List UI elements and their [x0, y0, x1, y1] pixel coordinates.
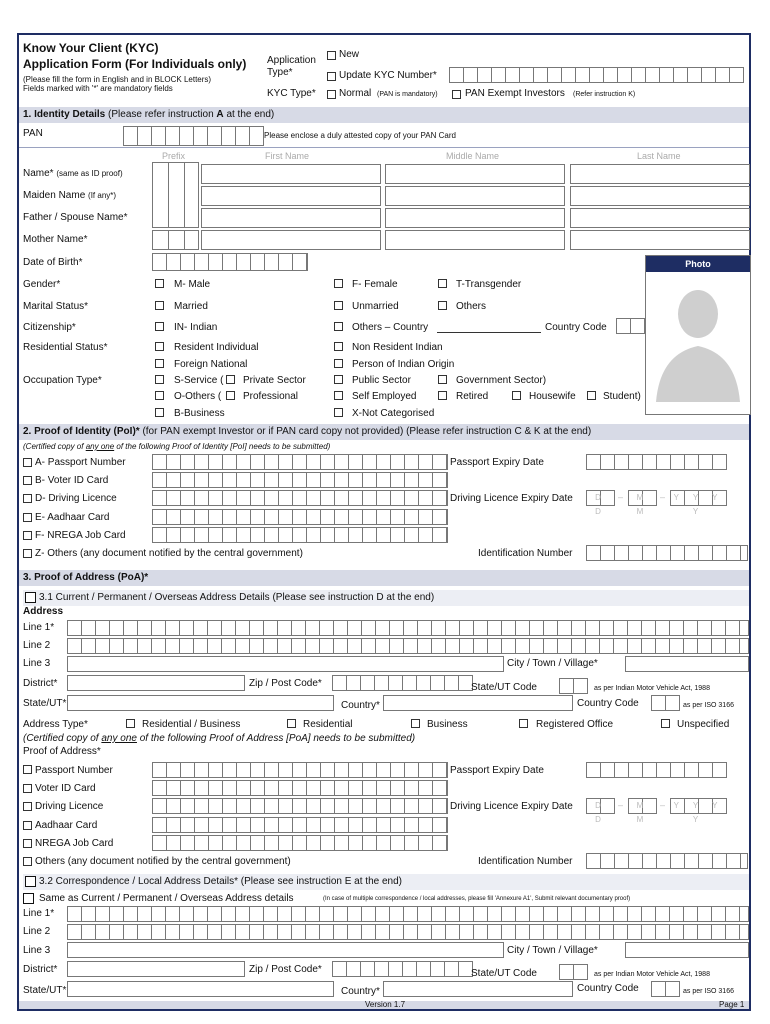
gender-label: Gender* [23, 279, 61, 290]
form-note-1: (Please fill the form in English and in BLOCK Letters) [23, 75, 212, 84]
name-note: (same as ID proof) [56, 169, 123, 178]
corr-country-code-note: as per ISO 3166 [683, 988, 734, 995]
application-type-label: Application [267, 55, 316, 66]
poi-dl-checkbox[interactable] [23, 494, 32, 503]
poa-dl-input[interactable] [152, 798, 448, 814]
business-address-label: Business [427, 719, 468, 730]
country-code-input-poa[interactable] [651, 695, 680, 711]
father-spouse-label: Father / Spouse Name* [23, 212, 128, 223]
poi-dl-expiry-dash-1: – [618, 492, 624, 502]
government-sector-label: Government Sector) [456, 375, 547, 386]
poi-id-number-label: Identification Number [478, 548, 573, 559]
citizenship-label: Citizenship* [23, 322, 76, 333]
poa-dl-expiry-dash-2: – [660, 800, 666, 810]
maiden-first-input[interactable] [201, 186, 381, 206]
form-title-line2: Application Form (For Individuals only) [23, 57, 247, 71]
poa-aadhaar-checkbox[interactable] [23, 821, 32, 830]
professional-checkbox[interactable] [226, 391, 235, 400]
poi-title-tail: (for PAN exempt Investor or if PAN card copy not provided) (Please refer instruction C & K at the end) [142, 426, 592, 437]
last-name-input[interactable] [570, 164, 750, 184]
country-code-input[interactable] [616, 318, 645, 334]
student-checkbox[interactable] [587, 391, 596, 400]
poa-passport-label: Passport Number [35, 765, 113, 776]
nri-checkbox[interactable] [334, 342, 343, 351]
line1-label: Line 1* [23, 622, 55, 633]
retired-checkbox[interactable] [438, 391, 447, 400]
public-sector-checkbox[interactable] [334, 375, 343, 384]
poa-cert-pre: (Certified copy of [23, 733, 99, 744]
correspondence-title: 3.2 Correspondence / Local Address Details* (Please see instruction E at the end) [39, 876, 402, 887]
poi-passport-input[interactable] [152, 454, 448, 470]
corr-zip-label: Zip / Post Code* [249, 964, 322, 975]
prefix-hint: Prefix [162, 151, 186, 161]
poa-passport-expiry-label: Passport Expiry Date [450, 765, 544, 776]
poa-id-number-label: Identification Number [478, 856, 573, 867]
country-code-label: Country Code [545, 322, 607, 333]
line3-label: Line 3 [23, 658, 51, 669]
business-address-checkbox[interactable] [411, 719, 420, 728]
mother-first-input[interactable] [201, 230, 381, 250]
poa-header: 3. Proof of Address (PoA)* [19, 570, 749, 586]
poi-others-label: Z- Others (any document notified by the central government) [35, 548, 303, 559]
poa-cert-post: of the following Proof of Address [PoA] needs to be submitted) [139, 733, 416, 744]
transgender-checkbox[interactable] [438, 279, 447, 288]
update-label: Update KYC Number* [339, 70, 437, 81]
identity-title: 1. Identity Details [23, 109, 106, 120]
father-middle-input[interactable] [385, 208, 565, 228]
current-address-subheader [23, 590, 749, 606]
zip-label: Zip / Post Code* [249, 678, 322, 689]
student-label: Student) [603, 391, 641, 402]
poi-others-checkbox[interactable] [23, 549, 32, 558]
female-checkbox[interactable] [334, 279, 343, 288]
corr-line3-label: Line 3 [23, 945, 51, 956]
residential-status-label: Residential Status* [23, 342, 108, 353]
poi-cert-pre: (Certified copy of [23, 442, 84, 451]
poa-dl-expiry-dash-1: – [618, 800, 624, 810]
corr-line3-input[interactable] [67, 942, 504, 958]
poi-title: 2. Proof of Identity (PoI)* [23, 426, 140, 437]
kyc-number-input[interactable] [449, 67, 744, 83]
maiden-last-input[interactable] [570, 186, 750, 206]
poa-aadhaar-label: Aadhaar Card [35, 820, 98, 831]
poi-voter-input[interactable] [152, 472, 448, 488]
maiden-name-label [23, 190, 116, 201]
country-input[interactable] [383, 695, 573, 711]
same-address-label: Same as Current / Permanent / Overseas Address details [39, 893, 294, 904]
city-label: City / Town / Village* [507, 658, 598, 669]
corr-country-label: Country* [341, 986, 380, 997]
state-code-input[interactable] [559, 678, 588, 694]
married-checkbox[interactable] [155, 301, 164, 310]
poi-voter-checkbox[interactable] [23, 476, 32, 485]
line2-label: Line 2 [23, 640, 51, 651]
corr-state-code-label: State/UT Code [471, 968, 537, 979]
transgender-label: T-Transgender [456, 279, 522, 290]
pan-label: PAN [23, 128, 43, 139]
poi-nrega-input[interactable] [152, 527, 448, 543]
line1-input[interactable] [67, 620, 749, 636]
poa-others-checkbox[interactable] [23, 857, 32, 866]
name-label-text: Name* [23, 168, 54, 179]
city-input[interactable] [625, 656, 749, 672]
poi-header [19, 424, 749, 440]
not-categorised-checkbox[interactable] [334, 408, 343, 417]
corr-state-label: State/UT* [23, 985, 67, 996]
corr-district-input[interactable] [67, 961, 245, 977]
marital-others-checkbox[interactable] [438, 301, 447, 310]
poi-cert-note [23, 442, 330, 451]
new-label: New [339, 49, 360, 60]
pio-label: Person of Indian Origin [352, 359, 455, 370]
maiden-note: (If any*) [88, 191, 117, 200]
poi-passport-checkbox[interactable] [23, 458, 32, 467]
poa-voter-label: Voter ID Card [35, 783, 96, 794]
corr-city-label: City / Town / Village* [507, 945, 598, 956]
name-label [23, 168, 123, 179]
poa-dl-label: Driving Licence [35, 801, 104, 812]
registered-office-checkbox[interactable] [519, 719, 528, 728]
district-label: District* [23, 678, 58, 689]
female-label: F- Female [352, 279, 398, 290]
mother-last-input[interactable] [570, 230, 750, 250]
poi-dl-expiry-year[interactable]: Y Y Y Y [670, 490, 727, 506]
resident-individual-label: Resident Individual [174, 342, 259, 353]
poi-dl-expiry-dash-2: – [660, 492, 666, 502]
private-sector-checkbox[interactable] [226, 375, 235, 384]
housewife-label: Housewife [529, 391, 576, 402]
corr-zip-input[interactable] [332, 961, 473, 977]
service-checkbox[interactable] [155, 375, 164, 384]
corr-country-code-input[interactable] [651, 981, 680, 997]
state-code-note: as per Indian Motor Vehicle Act, 1988 [594, 685, 710, 692]
poa-dl-expiry-label: Driving Licence Expiry Date [450, 801, 573, 812]
proof-of-address-label: Proof of Address* [23, 746, 101, 757]
father-first-input[interactable] [201, 208, 381, 228]
poi-dl-expiry-month[interactable]: M M [628, 490, 657, 506]
government-sector-checkbox[interactable] [438, 375, 447, 384]
poa-others-label: Others (any document notified by the central government) [35, 856, 291, 867]
identity-details-header [19, 107, 749, 123]
pio-checkbox[interactable] [334, 359, 343, 368]
other-country-input[interactable] [437, 332, 541, 333]
poi-dl-expiry-day[interactable]: D D [586, 490, 615, 506]
poa-voter-checkbox[interactable] [23, 784, 32, 793]
occupation-label: Occupation Type* [23, 375, 102, 386]
pan-note: Please enclose a duly attested copy of your PAN Card [264, 131, 456, 140]
corr-state-input[interactable] [67, 981, 334, 997]
business-checkbox[interactable] [155, 408, 164, 417]
form-frame [17, 33, 751, 1011]
middle-name-hint: Middle Name [446, 151, 500, 161]
male-label: M- Male [174, 279, 211, 290]
person-silhouette-icon [646, 272, 750, 414]
corr-line1-label: Line 1* [23, 908, 55, 919]
others-occupation-checkbox[interactable] [155, 391, 164, 400]
corr-line2-input[interactable] [67, 924, 749, 940]
mother-middle-input[interactable] [385, 230, 565, 250]
residential-business-checkbox[interactable] [126, 719, 135, 728]
state-input[interactable] [67, 695, 334, 711]
resident-individual-checkbox[interactable] [155, 342, 164, 351]
indian-label: IN- Indian [174, 322, 218, 333]
corr-state-code-input[interactable] [559, 964, 588, 980]
corr-country-input[interactable] [383, 981, 573, 997]
father-last-input[interactable] [570, 208, 750, 228]
correspondence-subheader [23, 874, 749, 890]
corr-city-input[interactable] [625, 942, 749, 958]
others-occupation-label: O-Others ( [174, 391, 222, 402]
service-label: S-Service ( [174, 375, 224, 386]
poi-aadhaar-label: E- Aadhaar Card [35, 512, 110, 523]
poa-cert-any-one: any one [101, 733, 137, 744]
poi-passport-label: A- Passport Number [35, 457, 126, 468]
line2-input[interactable] [67, 638, 749, 654]
same-address-checkbox[interactable] [23, 893, 34, 904]
application-type-label-2: Type* [267, 67, 293, 78]
same-address-note: (In case of multiple correspondence / local addresses, please fill 'Annexure A1', Submit relevant documentary proof) [323, 896, 631, 902]
state-code-label: State/UT Code [471, 682, 537, 693]
middle-name-input[interactable] [385, 164, 565, 184]
new-checkbox[interactable] [327, 51, 336, 60]
poi-dl-input[interactable] [152, 490, 448, 506]
unspecified-label: Unspecified [677, 719, 730, 730]
pan-exempt-note: (Refer instruction K) [573, 91, 636, 98]
zip-input[interactable] [332, 675, 473, 691]
private-sector-label: Private Sector [243, 375, 306, 386]
poi-aadhaar-checkbox[interactable] [23, 513, 32, 522]
unmarried-checkbox[interactable] [334, 301, 343, 310]
indian-checkbox[interactable] [155, 322, 164, 331]
residential-label: Residential [303, 719, 353, 730]
poi-dl-expiry-label: Driving Licence Expiry Date [450, 493, 573, 504]
poa-passport-checkbox[interactable] [23, 765, 32, 774]
last-name-hint: Last Name [637, 151, 681, 161]
poi-cert-post: of the following Proof of Identity [PoI] needs to be submitted) [116, 442, 331, 451]
identity-note-tail: at the end) [226, 109, 275, 120]
mother-name-label: Mother Name* [23, 234, 88, 245]
first-name-hint: First Name [265, 151, 310, 161]
normal-checkbox[interactable] [327, 90, 336, 99]
maiden-middle-input[interactable] [385, 186, 565, 206]
poi-dl-label: D- Driving Licence [35, 493, 117, 504]
update-checkbox[interactable] [327, 72, 336, 81]
not-categorised-label: X-Not Categorised [352, 408, 435, 419]
dob-label: Date of Birth* [23, 257, 83, 268]
page-number: Page 1 [719, 1000, 745, 1009]
public-sector-label: Public Sector [352, 375, 411, 386]
self-employed-checkbox[interactable] [334, 391, 343, 400]
maiden-label-text: Maiden Name [23, 190, 86, 201]
mother-prefix-input[interactable] [152, 230, 199, 250]
normal-note: (PAN is mandatory) [377, 91, 438, 98]
poa-dl-expiry-year[interactable]: Y Y Y Y [670, 798, 727, 814]
corr-district-label: District* [23, 964, 58, 975]
other-country-label: Others – Country [352, 322, 429, 333]
form-note-2: Fields marked with '*' are mandatory fields [23, 84, 173, 93]
poa-nrega-checkbox[interactable] [23, 839, 32, 848]
poa-cert-note [23, 733, 415, 744]
registered-office-label: Registered Office [536, 719, 614, 730]
corr-state-code-note: as per Indian Motor Vehicle Act, 1988 [594, 971, 710, 978]
marital-status-label: Marital Status* [23, 301, 89, 312]
residential-checkbox[interactable] [287, 719, 296, 728]
pan-input[interactable] [123, 126, 264, 146]
kyc-type-label: KYC Type* [267, 88, 316, 99]
poa-nrega-input[interactable] [152, 835, 448, 851]
professional-label: Professional [243, 391, 299, 402]
unmarried-label: Unmarried [352, 301, 399, 312]
address-label: Address [23, 606, 64, 617]
country-label: Country* [341, 700, 380, 711]
address-type-label: Address Type* [23, 719, 88, 730]
poi-nrega-label: F- NREGA Job Card [35, 530, 126, 541]
unspecified-checkbox[interactable] [661, 719, 670, 728]
poi-nrega-checkbox[interactable] [23, 531, 32, 540]
pan-exempt-label: PAN Exempt Investors [465, 88, 565, 99]
foreign-national-checkbox[interactable] [155, 359, 164, 368]
poa-dl-expiry-day[interactable]: D D [586, 798, 615, 814]
prefix-input[interactable] [152, 162, 199, 228]
poa-dl-checkbox[interactable] [23, 802, 32, 811]
state-label: State/UT* [23, 698, 67, 709]
married-label: Married [174, 301, 208, 312]
business-label: B-Business [174, 408, 225, 419]
photo-box[interactable] [645, 255, 751, 415]
poa-dl-expiry-month[interactable]: M M [628, 798, 657, 814]
poa-passport-expiry-input[interactable] [586, 762, 727, 778]
housewife-checkbox[interactable] [512, 391, 521, 400]
identity-note-bold: A [216, 109, 224, 120]
identity-note: (Please refer instruction [108, 109, 214, 120]
correspondence-checkbox[interactable] [25, 876, 36, 887]
first-name-input[interactable] [201, 164, 381, 184]
poi-cert-any-one: any one [85, 442, 115, 451]
current-address-title: 3.1 Current / Permanent / Overseas Address Details (Please see instruction D at the end) [39, 592, 435, 603]
photo-header: Photo [646, 256, 750, 272]
poi-passport-expiry-input[interactable] [586, 454, 727, 470]
poi-id-number-input[interactable] [586, 545, 748, 561]
male-checkbox[interactable] [155, 279, 164, 288]
corr-line1-input[interactable] [67, 906, 749, 922]
country-code-note: as per ISO 3166 [683, 702, 734, 709]
self-employed-label: Self Employed [352, 391, 417, 402]
line3-input[interactable] [67, 656, 504, 672]
poa-id-number-input[interactable] [586, 853, 748, 869]
residential-business-label: Residential / Business [142, 719, 241, 730]
marital-others-label: Others [456, 301, 487, 312]
foreign-national-label: Foreign National [174, 359, 248, 370]
poi-voter-label: B- Voter ID Card [35, 475, 109, 486]
version-label: Version 1.7 [365, 1000, 406, 1009]
poi-aadhaar-input[interactable] [152, 509, 448, 525]
form-title-line1: Know Your Client (KYC) [23, 41, 159, 55]
divider [19, 147, 749, 148]
country-code-label: Country Code [577, 698, 639, 709]
poi-passport-expiry-label: Passport Expiry Date [450, 457, 544, 468]
current-address-checkbox[interactable] [25, 592, 36, 603]
normal-label: Normal [339, 88, 372, 99]
poa-nrega-label: NREGA Job Card [35, 838, 114, 849]
dob-input[interactable] [152, 253, 308, 271]
retired-label: Retired [456, 391, 489, 402]
poa-voter-input[interactable] [152, 780, 448, 796]
district-input[interactable] [67, 675, 245, 691]
corr-line2-label: Line 2 [23, 926, 51, 937]
pan-exempt-checkbox[interactable] [452, 90, 461, 99]
corr-country-code-label: Country Code [577, 983, 639, 994]
other-country-checkbox[interactable] [334, 322, 343, 331]
poa-passport-input[interactable] [152, 762, 448, 778]
nri-label: Non Resident Indian [352, 342, 443, 353]
poa-aadhaar-input[interactable] [152, 817, 448, 833]
